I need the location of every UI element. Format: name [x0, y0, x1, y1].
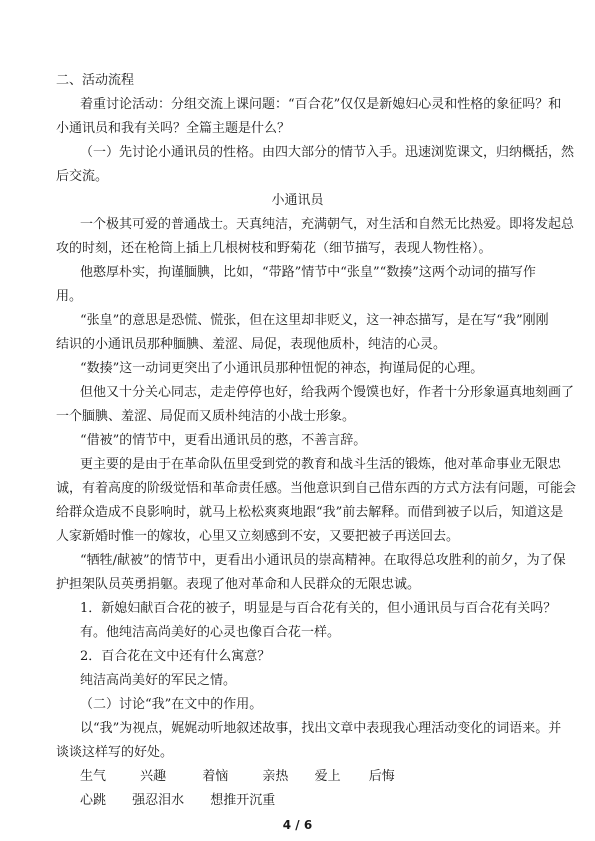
- keyword: 生气: [80, 769, 107, 784]
- keyword: 后悔: [368, 769, 395, 784]
- paragraph-line: 给群众造成不良影响时，就马上松松爽爽地跟“我”前去解释。而借到被子以后，知道这是: [56, 505, 564, 520]
- section-heading: 二、活动流程: [56, 73, 135, 88]
- paragraph-line: 一个极其可爱的普通战士。天真纯洁，充满朝气，对生活和自然无比热爱。即将发起总: [80, 217, 575, 232]
- paragraph-line: “张皇”的意思是恐慌、慌张，但在这里却非贬义，这一神态描写，是在写“我”刚刚: [80, 313, 549, 328]
- paragraph-line: “数揍”这一动词更突出了小通讯员那种忸怩的神态，拘谨局促的心理。: [80, 361, 484, 376]
- paragraph-line: 诚，有着高度的阶级觉悟和革命责任感。当他意识到自己借东西的方式方法有问题，可能会: [56, 481, 577, 496]
- keyword-row: [80, 768, 395, 786]
- subsection-title: 小通讯员: [271, 193, 324, 208]
- answer-line: 有。他纯洁高尚美好的心灵也像百合花一样。: [80, 625, 341, 640]
- paragraph-line: 用。: [56, 289, 83, 304]
- keyword: 亲热: [262, 769, 289, 784]
- question-item: 2．百合花在文中还有什么寓意？: [80, 649, 271, 664]
- paragraph-line: 谈谈这样写的好处。: [56, 745, 174, 760]
- paragraph-line: 结识的小通讯员那种腼腆、羞涩、局促，表现他质朴，纯洁的心灵。: [56, 337, 447, 352]
- paragraph-line: 以“我”为视点，娓娓动听地叙述故事，找出文章中表现我心理活动变化的词语来。并: [80, 721, 562, 736]
- paragraph-line: 他憨厚朴实，拘谨腼腆，比如，“带路”情节中“张皇”“数揍”这两个动词的描写作: [80, 265, 536, 280]
- paragraph-line: （二）讨论“我”在文中的作用。: [80, 697, 263, 712]
- paragraph-line: “牺牲/献被”的情节中，更看出小通讯员的崇高精神。在取得总攻胜利的前夕，为了保: [80, 553, 566, 568]
- answer-line: 纯洁高尚美好的军民之情。: [80, 673, 237, 688]
- paragraph-line: 护担架队员英勇捐躯。表现了他对革命和人民群众的无限忠诚。: [56, 577, 421, 592]
- paragraph-line: 更主要的是由于在革命队伍里受到党的教育和战斗生活的锻炼，他对革命事业无限忠: [80, 457, 562, 472]
- keyword: 想推开沉重: [210, 793, 276, 808]
- paragraph-line: 攻的时刻，还在枪筒上插上几根树枝和野菊花（细节描写，表现人物性格）。: [56, 241, 492, 256]
- paragraph-line: 着重讨论活动：分组交流上课问题：“百合花”仅仅是新媳妇心灵和性格的象征吗？和: [80, 97, 562, 112]
- page-number: 4 / 6: [282, 818, 313, 832]
- paragraph-line: 一个腼腆、羞涩、局促而又质朴纯洁的小战士形象。: [56, 409, 356, 424]
- paragraph-line: 后交流。: [56, 169, 109, 184]
- paragraph-line: “借被”的情节中，更看出通讯员的憨，不善言辞。: [80, 433, 367, 448]
- paragraph-line: （一）先讨论小通讯员的性格。由四大部分的情节入手。迅速浏览课文，归纳概括，然: [80, 145, 575, 160]
- keyword: 爱上: [314, 769, 341, 784]
- keyword-row: [80, 792, 275, 810]
- keyword: 心跳: [80, 793, 107, 808]
- keyword: 强忍泪水: [132, 793, 185, 808]
- keyword: 着恼: [202, 769, 229, 784]
- paragraph-line: 人家新婚时惟一的嫁妆，心里又立刻感到不安，又要把被子再送回去。: [56, 529, 460, 544]
- paragraph-line: 但他又十分关心同志，走走停停也好，给我两个馒馍也好，作者十分形象逼真地刻画了: [80, 385, 575, 400]
- keyword: 兴趣: [140, 769, 167, 784]
- paragraph-line: 小通讯员和我有关吗？全篇主题是什么？: [56, 121, 291, 136]
- question-item: 1．新媳妇献百合花的被子，明显是与百合花有关的，但小通讯员与百合花有关吗？: [80, 601, 557, 616]
